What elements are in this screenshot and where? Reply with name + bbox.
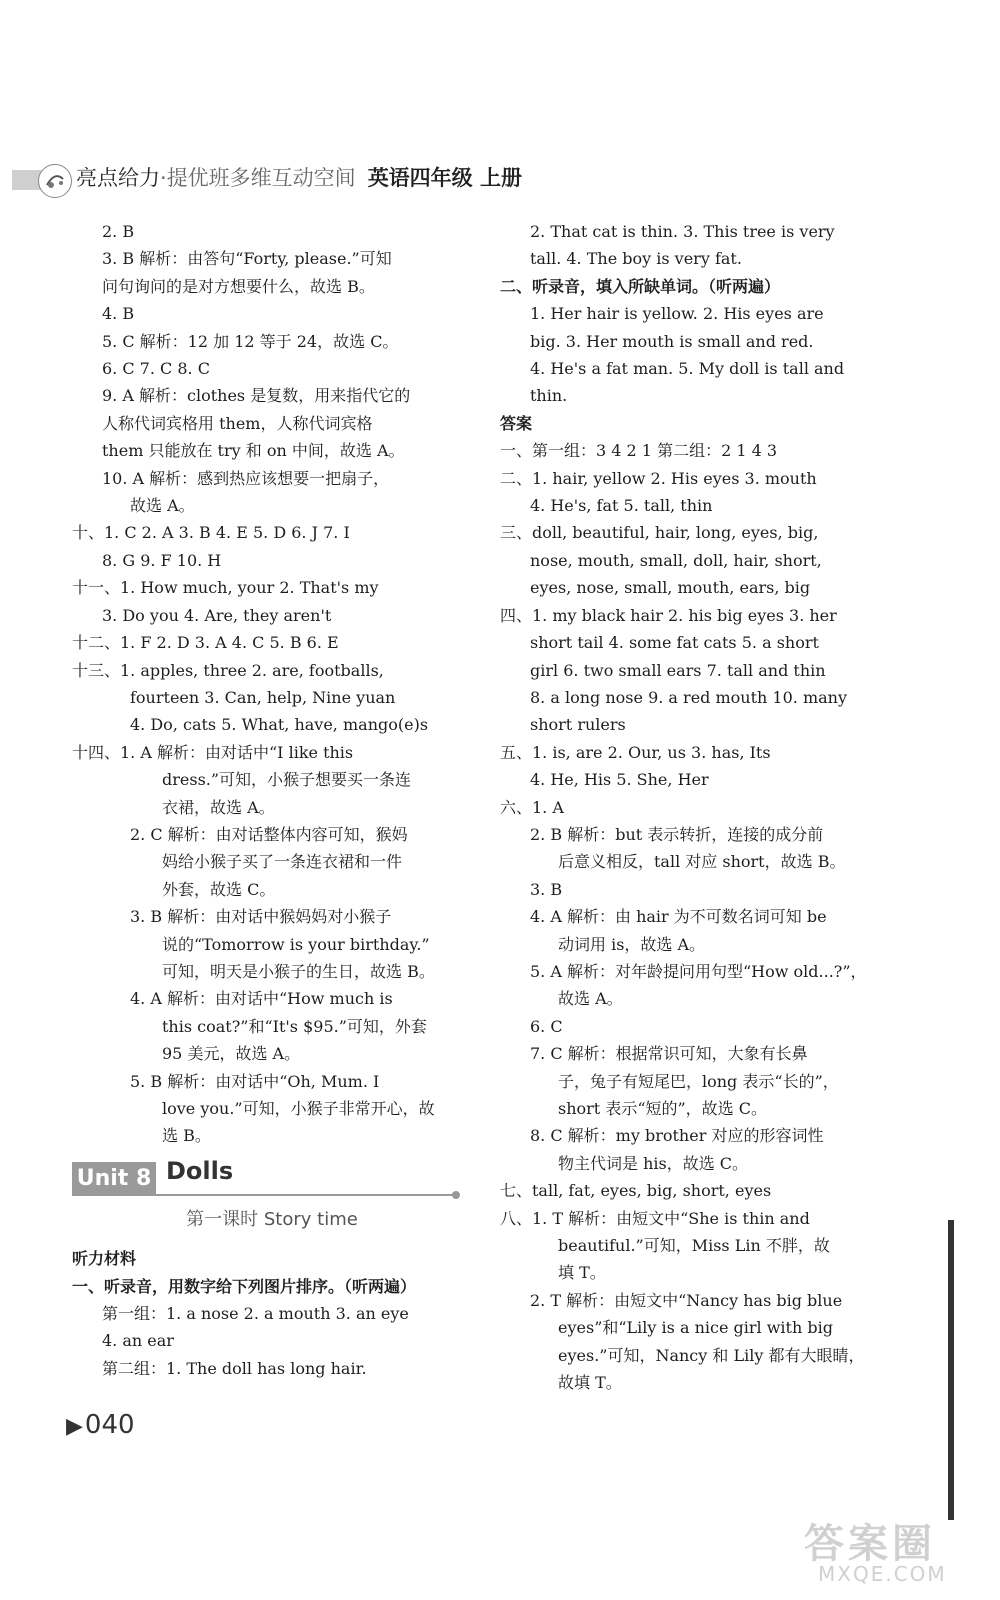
unit-rule xyxy=(156,1194,456,1196)
left-answers xyxy=(72,218,472,1150)
answer-line: short 表示“短的”，故选 C。 xyxy=(558,1099,768,1118)
answer-line: 十、1. C 2. A 3. B 4. E 5. D 6. J 7. I xyxy=(72,523,350,543)
answer-line: eyes”和“Lily is a nice girl with big xyxy=(558,1318,833,1338)
answer-line: 故选 A。 xyxy=(130,496,195,516)
answer-line: thin. xyxy=(530,386,568,406)
answer-line: 十一、1. How much, your 2. That's my xyxy=(72,578,379,598)
header-brand: 亮点给力 xyxy=(76,166,160,190)
answer-line: 十四、1. A 解析：由对话中“I like this xyxy=(72,742,354,762)
right-answers xyxy=(500,218,900,1396)
answer-line: fourteen 3. Can, help, Nine yuan xyxy=(130,687,396,707)
answer-line: 衣裙，故选 A。 xyxy=(162,797,275,817)
answer-line: 9. A 解析：clothes 是复数，用来指代它的 xyxy=(102,386,411,406)
answer-line: big. 3. Her mouth is small and red. xyxy=(530,331,814,351)
answer-line: 六、1. A xyxy=(500,797,564,817)
answer-line: 8. G 9. F 10. H xyxy=(102,550,222,570)
answer-line: 5. B 解析：由对话中“Oh, Mum. I xyxy=(130,1071,380,1091)
watermark-url: MXQE.COM xyxy=(818,1562,947,1586)
answer-line: nose, mouth, small, doll, hair, short, xyxy=(530,550,822,570)
answer-line: 人称代词宾格用 them，人称代词宾格 xyxy=(102,413,373,433)
left-column xyxy=(72,218,472,1382)
answer-line: 1. Her hair is yellow. 2. His eyes are xyxy=(530,304,824,324)
answer-line: 3. B 解析：由对话中猴妈妈对小猴子 xyxy=(130,907,392,927)
answer-line: 选 B。 xyxy=(162,1126,211,1146)
answer-line: 说的“Tomorrow is your birthday.” xyxy=(162,934,430,954)
answer-line: 十三、1. apples, three 2. are, footballs, xyxy=(72,660,384,680)
answer-line: 填 T。 xyxy=(558,1263,606,1283)
answer-line: 后意义相反，tall 对应 short，故选 B。 xyxy=(558,852,846,872)
answer-line: tall. 4. The boy is very fat. xyxy=(530,249,742,269)
answer-line: 95 美元，故选 A。 xyxy=(162,1044,301,1064)
answer-line: 10. A 解析：感到热应该想要一把扇子， xyxy=(102,468,390,488)
answer-line: 2. C 解析：由对话整体内容可知，猴妈 xyxy=(130,824,408,844)
unit-label: Unit 8 xyxy=(72,1162,156,1196)
unit-banner xyxy=(72,1158,472,1204)
answer-line: 2. B 解析：but 表示转折，连接的成分前 xyxy=(530,824,824,844)
answer-line: 4. B xyxy=(102,304,135,324)
answer-line: 第二组：1. The doll has long hair. xyxy=(102,1358,367,1378)
answer-line: 七、tall, fat, eyes, big, short, eyes xyxy=(500,1181,772,1201)
header-subtitle: 提优班多维互动空间 xyxy=(166,166,356,190)
answer-line: 动词用 is，故选 A。 xyxy=(558,934,706,954)
answer-line: 一、听录音，用数字给下列图片排序。（听两遍） xyxy=(72,1276,417,1296)
answer-line: dress.”可知，小猴子想要买一条连 xyxy=(162,770,412,790)
answer-line: love you.”可知，小猴子非常开心，故 xyxy=(162,1099,435,1118)
page-arrow-icon: ▶ xyxy=(66,1414,83,1439)
answer-line: 五、1. is, are 2. Our, us 3. has, Its xyxy=(500,742,771,762)
answer-line: 2. That cat is thin. 3. This tree is very xyxy=(530,222,835,241)
answer-line: 5. C 解析：12 加 12 等于 24，故选 C。 xyxy=(102,331,399,351)
answer-line: 5. A 解析：对年龄提问用句型“How old...?”， xyxy=(530,961,867,981)
answer-line: 十二、1. F 2. D 3. A 4. C 5. B 6. E xyxy=(72,633,339,653)
header-book: 英语四年级 上册 xyxy=(367,166,522,190)
answer-line: 二、听录音，填入所缺单词。（听两遍） xyxy=(500,276,781,296)
answer-line: 答案 xyxy=(500,413,533,433)
answer-line: 听力材料 xyxy=(72,1249,137,1269)
answer-line: 6. C xyxy=(530,1016,563,1036)
answer-line: 4. He's, fat 5. tall, thin xyxy=(530,496,713,516)
answer-line: 8. C 解析：my brother 对应的形容词性 xyxy=(530,1126,824,1146)
watermark-logo xyxy=(800,1510,990,1590)
brand-logo-icon xyxy=(38,164,72,198)
lesson-title: 第一课时 Story time xyxy=(186,1208,358,1230)
answer-line: 4. Do, cats 5. What, have, mango(e)s xyxy=(130,715,429,735)
answer-line: 4. an ear xyxy=(102,1331,174,1351)
answer-line: 二、1. hair, yellow 2. His eyes 3. mouth xyxy=(500,468,817,488)
answer-line: girl 6. two small ears 7. tall and thin xyxy=(530,660,826,680)
answer-line: 4. He's a fat man. 5. My doll is tall and xyxy=(530,359,845,379)
answer-line: short rulers xyxy=(530,715,626,735)
answer-line: 2. B xyxy=(102,222,135,241)
answer-line: 4. A 解析：由 hair 为不可数名词可知 be xyxy=(530,907,827,927)
answer-line: 8. a long nose 9. a red mouth 10. many xyxy=(530,687,847,707)
answer-line: 故填 T。 xyxy=(558,1373,622,1393)
answer-line: eyes.”可知，Nancy 和 Lily 都有大眼睛， xyxy=(558,1345,865,1365)
answer-line: 妈给小猴子买了一条连衣裙和一件 xyxy=(162,852,403,872)
answer-line: 外套，故选 C。 xyxy=(162,879,276,899)
answer-line: them 只能放在 try 和 on 中间，故选 A。 xyxy=(102,441,405,461)
answer-line: 四、1. my black hair 2. his big eyes 3. her xyxy=(500,605,837,625)
answer-line: 三、doll, beautiful, hair, long, eyes, big, xyxy=(500,523,819,543)
page-spine xyxy=(948,1220,954,1520)
page-number xyxy=(66,1410,135,1440)
answer-line: 4. He, His 5. She, Her xyxy=(530,770,709,790)
answer-line: this coat?”和“It's $95.”可知，外套 xyxy=(162,1016,427,1036)
answer-line: 八、1. T 解析：由短文中“She is thin and xyxy=(500,1208,810,1228)
header-title xyxy=(76,162,522,192)
header-sep: · xyxy=(160,166,167,190)
answer-line: eyes, nose, small, mouth, ears, big xyxy=(530,578,811,598)
answer-line: 第一组：1. a nose 2. a mouth 3. an eye xyxy=(102,1304,409,1324)
answer-line: 故选 A。 xyxy=(558,989,623,1009)
answer-line: 6. C 7. C 8. C xyxy=(102,359,210,379)
answer-line: 2. T 解析：由短文中“Nancy has big blue xyxy=(530,1290,843,1310)
unit-name: Dolls xyxy=(166,1156,234,1185)
unit-dot xyxy=(452,1191,460,1199)
answer-line: 3. B 解析：由答句“Forty, please.”可知 xyxy=(102,249,392,269)
listening-material xyxy=(72,1245,472,1382)
answer-line: 3. B xyxy=(530,879,563,899)
answer-line: 物主代词是 his，故选 C。 xyxy=(558,1153,749,1173)
answer-line: 7. C 解析：根据常识可知，大象有长鼻 xyxy=(530,1044,808,1064)
answer-line: 问句询问的是对方想要什么，故选 B。 xyxy=(102,276,375,296)
answer-line: 子，兔子有短尾巴，long 表示“长的”， xyxy=(558,1071,839,1091)
answer-line: 一、第一组：3 4 2 1 第二组：2 1 4 3 xyxy=(500,441,778,461)
answer-line: 可知，明天是小猴子的生日，故选 B。 xyxy=(162,961,435,981)
watermark-text: 答案圈 xyxy=(804,1521,936,1567)
answer-line: 3. Do you 4. Are, they aren't xyxy=(102,605,332,625)
answer-line: 4. A 解析：由对话中“How much is xyxy=(130,989,393,1009)
answer-line: beautiful.”可知，Miss Lin 不胖，故 xyxy=(558,1236,830,1256)
page-number-text: 040 xyxy=(84,1410,135,1440)
answer-line: short tail 4. some fat cats 5. a short xyxy=(530,633,819,653)
right-column xyxy=(500,218,900,1396)
page-header xyxy=(0,160,1000,200)
